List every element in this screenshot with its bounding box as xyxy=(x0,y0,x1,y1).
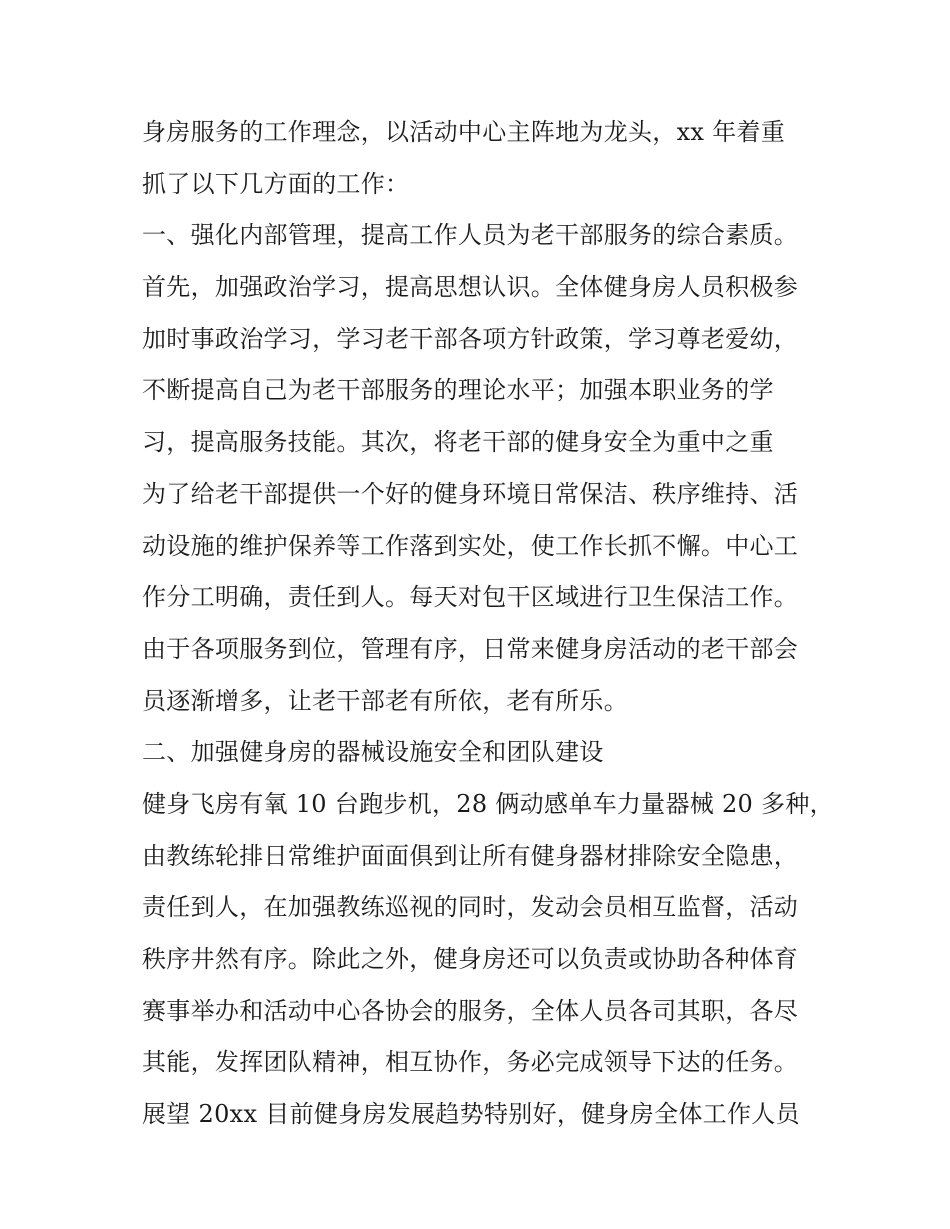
text-line: 展望 20xx 目前健身房发展趋势特别好，健身房全体工作人员 xyxy=(142,1100,800,1129)
text-line: 由教练轮排日常维护面面俱到让所有健身器材排除安全隐患， xyxy=(142,841,799,870)
text-line: 秩序井然有序。除此之外，健身房还可以负责或协助各种体育 xyxy=(142,945,799,973)
text-line: 加时事政治学习，学习老干部各项方针政策，学习尊老爱幼， xyxy=(142,324,799,353)
body-text xyxy=(142,107,832,1141)
text-line: 动设施的维护保养等工作落到实处，使工作长抓不懈。中心工 xyxy=(142,531,799,560)
text-line: 身房服务的工作理念，以活动中心主阵地为龙头，xx 年着重 xyxy=(142,118,786,146)
text-line: 首先，加强政治学习，提高思想认识。全体健身房人员积极参 xyxy=(142,273,799,302)
text-line: 赛事举办和活动中心各协会的服务，全体人员各司其职，各尽 xyxy=(142,996,799,1025)
text-line: 由于各项服务到位，管理有序，日常来健身房活动的老干部会 xyxy=(142,634,799,663)
text-line: 不断提高自己为老干部服务的理论水平；加强本职业务的学 xyxy=(142,376,774,405)
section-heading-1: 一、强化内部管理，提高工作人员为老干部服务的综合素质。 xyxy=(142,221,799,250)
text-line: 作分工明确，责任到人。每天对包干区域进行卫生保洁工作。 xyxy=(142,583,799,612)
text-line: 其能，发挥团队精神，相互协作，务必完成领导下达的任务。 xyxy=(142,1048,799,1077)
section-heading-2: 二、加强健身房的器械设施安全和团队建设 xyxy=(142,738,604,767)
text-line: 责任到人，在加强教练巡视的同时，发动会员相互监督，活动 xyxy=(142,893,799,922)
text-line: 员逐渐增多，让老干部老有所依，老有所乐。 xyxy=(142,686,628,715)
text-line: 抓了以下几方面的工作： xyxy=(142,169,410,198)
text-line: 健身飞房有氧 10 台跑步机，28 俩动感单车力量器械 20 多种， xyxy=(142,789,834,818)
text-line: 习，提高服务技能。其次，将老干部的健身安全为重中之重 xyxy=(142,428,774,457)
text-line: 为了给老干部提供一个好的健身环境日常保洁、秩序维持、活 xyxy=(142,479,799,508)
